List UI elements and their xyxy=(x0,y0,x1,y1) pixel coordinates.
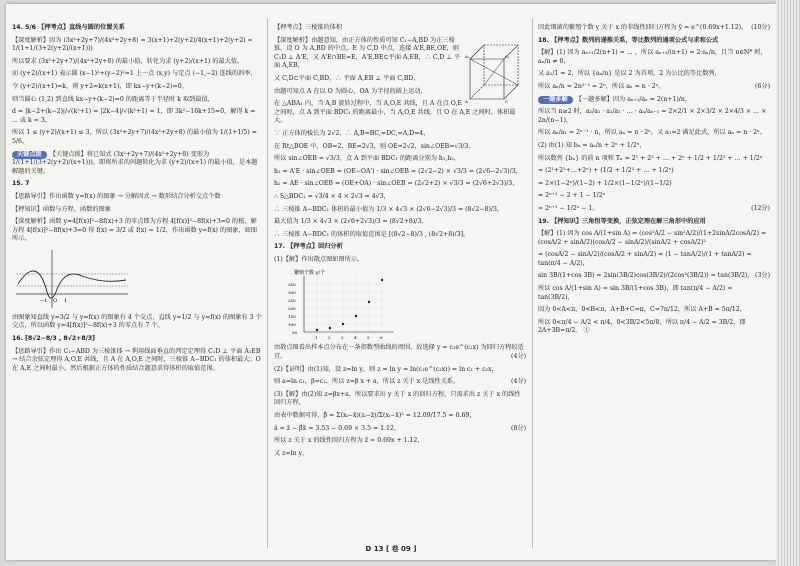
q17-part2: (2)【证明】由(1)知，设 z=ln y，则 z = ln y = ln(c₁e^(c₂x)) = ln c₁ + c₂x， xyxy=(274,365,498,373)
book-page-edges xyxy=(776,0,800,566)
q18-text: = 2ⁿ⁺¹ − 2 + 1 − 1/2ⁿ xyxy=(538,192,606,200)
q16-topic: 【押考点】三棱锥的体积 xyxy=(274,24,343,31)
vertex-label: C₁ xyxy=(505,53,510,59)
svg-text:4: 4 xyxy=(354,335,357,341)
q14-text: 所以要求 (3x²+2y+7)/(4x²+2y+8) 的最小值，转化为求 (y+2)/(x+1) 的最大值。 xyxy=(12,57,244,65)
vertex-label: A₁ xyxy=(465,53,470,59)
q16-text: ∵ 正方体的棱长为 2√2，∴ A,B=BC,=DC,=A,D=4， xyxy=(274,129,430,137)
svg-text:350: 350 xyxy=(288,282,296,288)
key-tip-badge: 关键点拨 xyxy=(12,151,47,160)
q16-solution: 【深度解析】由题意知，由正方体的性质可知 C₁−A,BD 为正三棱锥，设 O 为 A,BD 的中点，E 为 C,D 中点，连接 A'E,BE,OE，则 C₁D ⊥ A'E，又 A'E∩BE=E，A'E,BE⊂平面 A,EB，∴ C,D ⊥ 平面 A,EB， xyxy=(274,36,461,70)
q14-text: 而 (y+2)/(x+1) 表示圆 (x−1)²+(y−2)²=1 上一点 (x,y) 与定点 (−1,−2) 连线的斜率， xyxy=(12,70,257,78)
svg-text:2: 2 xyxy=(328,335,331,341)
q16-text: 所以 sin∠OEB = √3/3，点 A 到平面 BDC₁ 的距离分别为 h₁,h₂， xyxy=(274,155,460,163)
q17-text: 由表中数据可得，β̂ = Σ(xᵢ−x̄)(zᵢ−z̄)/Σ(xᵢ−x̄)² = 12.09/17.5 ≈ 0.69， xyxy=(274,412,476,420)
function-graph-figure xyxy=(12,248,132,312)
column-2 xyxy=(274,24,526,462)
q18-part2: (2) 由(1) 知 bₙ = aₙ/n + 2ⁿ + 1/2ⁿ， xyxy=(538,141,646,149)
q16-text: h₂ = AE · sin∠OEB = (OE+OA) · sin∠OEB = (2√2+2) × √3/3 = (2√6+2√3)/3， xyxy=(274,180,519,188)
q18-alt-solution: 一题多解 【一题多解】因为 aₙ₊₁/aₙ = 2(n+1)/n， xyxy=(538,96,770,105)
q14-header: 14. 5/6 【押考点】直线与圆的位置关系 xyxy=(12,24,125,31)
q18-text: = (2¹+2²+…+2ⁿ) + (1/2 + 1/2² + … + 1/2ⁿ) xyxy=(538,167,674,175)
q17-part3: (3)【解】由(2)知 z=βx+a，所以要求出 y 关于 x 的回归方程，只需求出 z 关于 x 的线性回归方程， xyxy=(274,390,521,407)
q17-text: 所以 z 关于 x 的线性回归方程为 ẑ = 0.69x + 1.12， xyxy=(274,437,424,445)
q14-text: 令 (y+2)/(x+1)=k，则 y+2=k(x+1)，即 kx−y+(k−2)=0。 xyxy=(12,82,188,90)
q16-text: 由题可知点 A 在以 O 为圆心，OA 为半径的圆上运动， xyxy=(274,87,427,95)
q18-text: 所以数列 {bₙ} 的前 n 项和 Tₙ = 2¹ + 2² + … + 2ⁿ + 1/2 + 1/2² + … + 1/2ⁿ xyxy=(538,154,763,162)
tick-label: −1 xyxy=(40,297,48,304)
svg-text:1: 1 xyxy=(315,335,318,341)
svg-text:150: 150 xyxy=(288,314,296,320)
column-divider xyxy=(267,18,268,548)
tick-label: 1 xyxy=(64,297,68,304)
q19-text: 所以 0<π/4 − A/2 < π/4，0<3B/2<5π/8，所以 π/4 − A/2 = 3B/2，即 2A+3B=π/2。 ① xyxy=(538,318,746,335)
q18-text: = 2ⁿ⁺¹ − 1/2ⁿ − 1。 (12分) xyxy=(538,204,770,212)
q17-text: 则 a=ln c₁，β=c₂，所以 z=β x + a，所以 z 关于 x 是线性关系。 (4分) xyxy=(274,378,526,386)
svg-text:50: 50 xyxy=(292,330,298,336)
q16-text: 又 C,D⊂平面 C,BD，∴ 平面 A,EB ⊥ 平面 C,BD， xyxy=(274,74,420,82)
q14-key-tip: 关键点拨 【关键点拨】将已知式 (3x²+2y+7)/(4x²+2y+8) 变形为 1/(1+1/(3+2(y+2)/(x+1)))，即将所求的问题转化为求 (y+2)/(x+1) 的最小值，是本题解题的关键。 xyxy=(12,150,258,175)
q17-header: 17. 【押考点】回归分析 xyxy=(274,243,343,251)
q18-text: 所以 aₙ/a₁ = 2ⁿ⁻¹ · n，所以 aₙ = n · 2ⁿ，又 a₁=2 满足此式，所以 aₙ = n · 2ⁿ。 xyxy=(538,129,766,137)
svg-text:250: 250 xyxy=(288,298,296,304)
q14-text: d = |k−2+(k−2)|/√(k²+1) = |2k−4|/√(k²+1) = 1，即 3k²−16k+15=0，解得 k = ... 或 k = 3， xyxy=(12,108,256,124)
q18-part1: 【解】(1) 因为 aₙ₊₁/2(n+1) = ... ，所以 aₙ₊₁/(n+1) = 2·aₙ/n，且当 n∈N* 时，aₙ/n ≠ 0， xyxy=(538,49,767,65)
svg-text:6: 6 xyxy=(380,335,383,341)
svg-text:200: 200 xyxy=(288,306,296,312)
q16-answer: ∴ 三棱锥 A−BDC₁ 的体积的取值范围是 [(8√2−8)/3 , (8√2+8)/3]。 xyxy=(274,230,470,238)
cube-figure xyxy=(464,39,526,105)
answer-sheet-page xyxy=(6,4,776,560)
q15-conclusion: 由图象知直线 y=3/2 与 y=f(x) 的图象有 4 个交点，直线 y=1/2 与 y=f(x) 的图象有 3 个交点，所以函数 y=4[f(x)]²−8f(x)+3 的零点有 7 个。 xyxy=(12,313,262,330)
q14-text: 则当圆心 (1,2) 到直线 kx−y+(k−2)=0 的距离等于半径时 k 取到最值， xyxy=(12,95,214,103)
q17-text: 由散点图看出样本点分布在一条指数型曲线的周围，故选择 y = c₁e^(c₂x) 为回归方程较适宜。 (4分) xyxy=(274,344,526,361)
q17-conclusion: 因此细菌的繁殖个数 y 关于 x 的非线性回归方程为 ŷ = e^(0.69x+1.12)。 (10分) xyxy=(538,24,770,31)
q17-part1: (1)【解】作出散点图如图所示。 xyxy=(274,255,364,263)
q16-guide: 【思路导引】作出 C₁−ABD 为三棱锥体 → 利用线面垂直的判定定理得 C₁D ⊥ 平面 A₁EB → 结合余弦定理得 A,O,E 共线，且 A 在 A,O,E 之间时，三棱锥 A−BDC₁ 的体积最大；O 在 A,E 之间时最小，然后根据正方体的性质结合题意求得体积的取值范围。 xyxy=(12,347,261,372)
q16-text: 最大值为 1/3 × 4√3 × (2√6+2√3)/3 = (8√2+8)/3， xyxy=(274,218,428,226)
alt-solution-badge: 一题多解 xyxy=(538,96,573,105)
q19-text: 所以 cos A/(1+sin A) = sin 3B/(1+cos 3B)，即 tan(π/4 − A/2) = tan(3B/2)， xyxy=(538,285,733,301)
svg-text:5: 5 xyxy=(367,335,370,341)
q16-text: ∴ 三棱锥 A−BDC₁ 体积的最小值为 1/3 × 4√3 × (2√6−2√3)/3 = (8√2−8)/3， xyxy=(274,205,504,213)
q16-text: 在 △ABA₁ 内，当 A,B 旋转过程中，当 A,O,E 共线，且 A 在点 O,E 之间时，点 A 到平面 BDC₁ 的距离最小，当 A,O,E 共线，且 O 在 A,E 之间时，体积最大。 xyxy=(274,100,516,125)
q19-header: 19. 【押知识】三角恒等变换，正弦定理在解三角形中的应用 xyxy=(538,217,706,225)
q15-solution: 【深度解析】函数 y=4[f(x)]²−8f(x)+3 的零点即为方程 4[f(x)]²−8f(x)+3=0 的根，解方程 4[f(x)]²−8f(x)+3=0 得 f(x) = 3/2 或 f(x) = 1/2，作出函数 y=f(x) 的图象，如图所示。 xyxy=(12,218,258,243)
q19-text: sin 3B/(1+cos 3B) = 2sin(3B/2)cos(3B/2)/(2cos²(3B/2)) = tan(3B/2)， (3分) xyxy=(538,272,770,280)
q17-text: â = z̄ − β̂x̄ = 3.53 − 0.69 × 3.5 = 1.12， (8分) xyxy=(274,424,526,432)
column-3 xyxy=(538,24,770,340)
q18-text: 所以当 n≥2 时，a₂/a₁ · a₃/a₂ · … · aₙ/aₙ₋₁ = 2×2/1 × 2×3/2 × 2×4/3 × … × 2n/(n−1)， xyxy=(538,108,767,124)
scatter-plot-figure xyxy=(274,268,414,342)
svg-text:300: 300 xyxy=(288,290,296,296)
q16-text: ∴ S△BDC₁ = √3/4 × 4 × 2√3 = 4√3， xyxy=(274,192,390,200)
q15-header: 15. 7 xyxy=(12,180,30,188)
q16-text: 在 Rt△BOE 中，OB=2，BE=2√3，则 OE=2√2，sin∠OEB=√3/3， xyxy=(274,142,475,150)
tick-label: O xyxy=(53,297,58,304)
q18-text: 所以 aₙ/n = 2n²⁻¹ = 2ⁿ，所以 aₙ = n · 2ⁿ。 (6分) xyxy=(538,82,770,90)
q15-knowledge: 【押知识】函数与方程，函数的图象 xyxy=(12,205,111,213)
q14-text: 所以 1 ≤ (y+2)/(x+1) ≤ 3，所以 (3x²+2y+7)/(4x²+2y+8) 的最小值为 1/(1+1/5) = 5/6。 xyxy=(12,129,257,145)
vertex-label: C xyxy=(505,98,509,104)
q14-solution: 【深度解析】因为 (3x²+2y+7)/(4x²+2y+8) = 3(x+1)+2(y+2)/4(x+1)+2(y+2) = 1/(1+1/(3+2(y+2)/(x+1))) xyxy=(12,36,253,53)
q19-part1: 【解】(1) 因为 cos A/(1+sin A) = (cos²A/2 − sin²A/2)/(1+2sinA/2cosA/2) = (cosA/2 + sinA/2)(cosA/2 − sinA/2)/(sinA/2 + cosA/2)² xyxy=(538,230,767,246)
q19-text: = (cosA/2 − sinA/2)/(cosA/2 + sinA/2) = (1 − tanA/2)/(1 + tanA/2) = tan(π/4 − A/2)， xyxy=(538,251,752,267)
axis-label: 繁殖个数 y/个 xyxy=(294,270,326,277)
q19-text: 因为 0<A<π，0<B<π，A+B+C=π，C=7π/12，所以 A+B = 5π/12， xyxy=(538,306,746,314)
q17-text: 又 z=ln y， xyxy=(274,449,309,457)
q16-header: 16. [8√2−8/3 , 8√2+8/3] xyxy=(12,335,96,343)
q18-header: 18. 【押考点】数列的递推关系，等比数列的通项公式与求和公式 xyxy=(538,36,719,44)
q18-text: = 2×(1−2ⁿ)/(1−2) + 1/2×(1−1/2ⁿ)/(1−1/2) xyxy=(538,179,672,187)
column-1 xyxy=(12,24,262,377)
svg-text:100: 100 xyxy=(288,322,296,328)
page-footer: D 13 [ 卷 09 ] xyxy=(365,545,417,553)
column-divider xyxy=(532,18,533,548)
q15-guide: 【思路导引】作出函数 y=f(x) 的图象 → 分解因式 → 数形结合分析交点个数 xyxy=(12,192,221,200)
svg-text:3: 3 xyxy=(341,335,344,341)
q18-text: 又 a₁/1 = 2，所以 {aₙ/n} 是以 2 为首项，2 为公比的等比数列， xyxy=(538,70,721,78)
q16-text: h₁ = A'E · sin∠OEB = (OE−OA') · sin∠OEB = (2√2−2) × √3/3 = (2√6−2√3)/3， xyxy=(274,167,522,175)
vertex-label: A xyxy=(465,98,468,104)
